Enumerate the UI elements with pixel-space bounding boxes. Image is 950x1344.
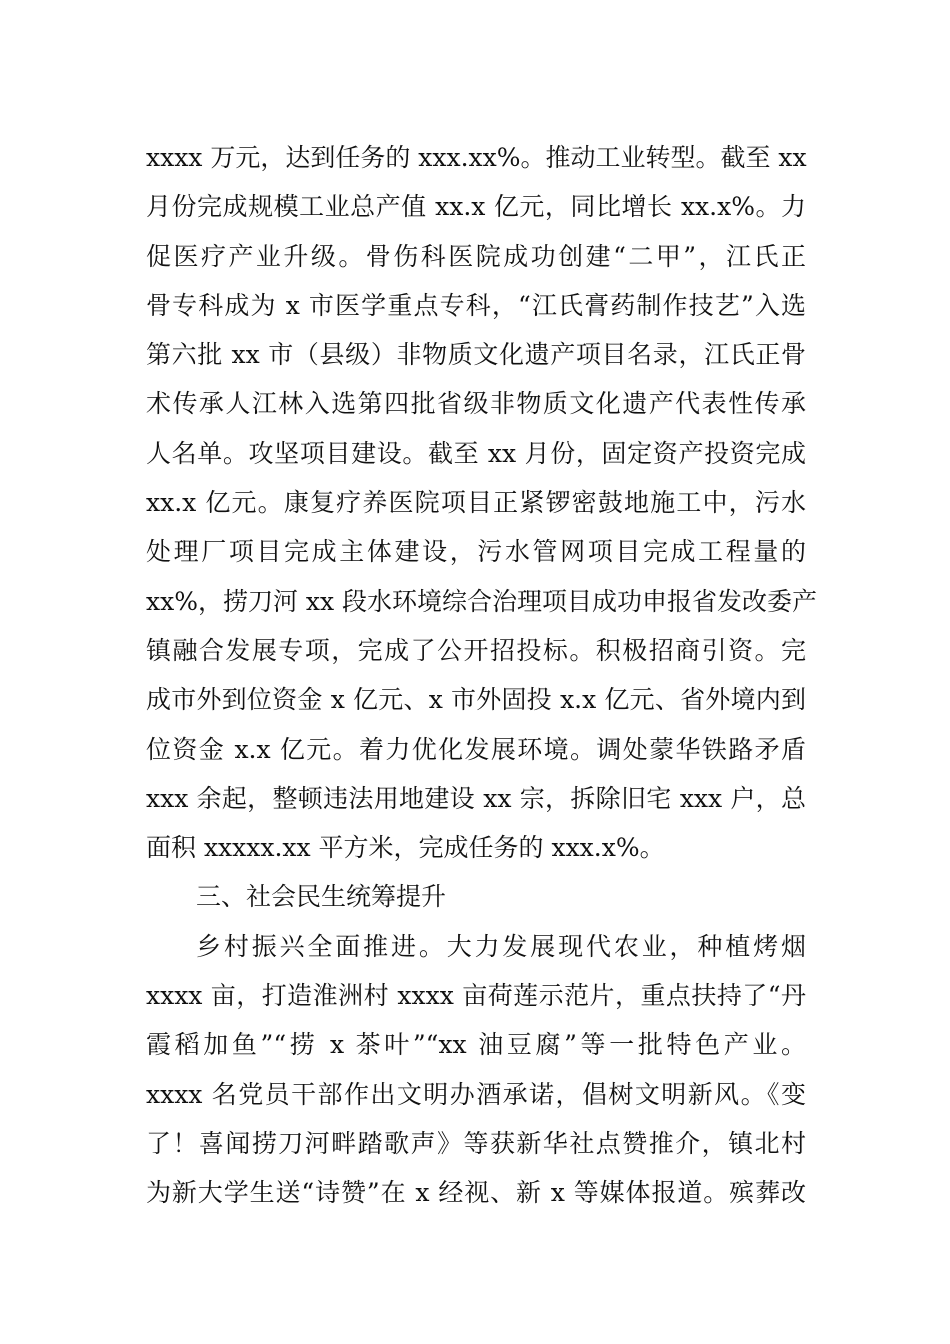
text-line: 第六批 xx 市（县级）非物质文化遗产项目名录，江氏正骨 bbox=[146, 340, 806, 370]
text-line: xxx 余起，整顿违法用地建设 xx 宗，拆除旧宅 xxx 户，总 bbox=[146, 783, 806, 813]
section-heading: 三、社会民生统筹提升 bbox=[196, 882, 447, 912]
text-line: 霞稻加鱼”“捞 x 茶叶”“xx 油豆腐”等一批特色产业。 bbox=[146, 1030, 806, 1060]
text-line: 面积 xxxxx.xx 平方米，完成任务的 xxx.x%。 bbox=[146, 833, 665, 863]
text-line: 了！喜闻捞刀河畔踏歌声》等获新华社点赞推介，镇北村 bbox=[146, 1128, 806, 1158]
text-line: 成市外到位资金 x 亿元、x 市外固投 x.x 亿元、省外境内到 bbox=[146, 685, 806, 715]
text-line: 镇融合发展专项，完成了公开招投标。积极招商引资。完 bbox=[146, 635, 806, 665]
text-line: xx.x 亿元。康复疗养医院项目正紧锣密鼓地施工中，污水 bbox=[146, 488, 806, 518]
paragraph-1 bbox=[146, 133, 818, 872]
text-line: 位资金 x.x 亿元。着力优化发展环境。调处蒙华铁路矛盾 bbox=[146, 734, 806, 764]
document-body bbox=[146, 133, 818, 1218]
text-line: 处理厂项目完成主体建设，污水管网项目完成工程量的 bbox=[146, 537, 806, 567]
text-line: 乡村振兴全面推进。大力发展现代农业，种植烤烟 bbox=[196, 931, 806, 961]
text-line: 促医疗产业升级。骨伤科医院成功创建“二甲”，江氏正 bbox=[146, 241, 806, 271]
text-line: 术传承人江林入选第四批省级非物质文化遗产代表性传承 bbox=[146, 389, 806, 419]
text-line: 为新大学生送“诗赞”在 x 经视、新 x 等媒体报道。殡葬改 bbox=[146, 1178, 806, 1208]
paragraph-2 bbox=[146, 922, 806, 1218]
text-line: 人名单。攻坚项目建设。截至 xx 月份，固定资产投资完成 bbox=[146, 438, 806, 468]
text-line: xxxx 万元，达到任务的 xxx.xx%。推动工业转型。截至 xx bbox=[146, 143, 807, 172]
text-line: 骨专科成为 x 市医学重点专科，“江氏膏药制作技艺”入选 bbox=[146, 290, 806, 320]
text-line: xx%，捞刀河 xx 段水环境综合治理项目成功申报省发改委产 bbox=[146, 586, 818, 616]
text-line: xxxx 名党员干部作出文明办酒承诺，倡树文明新风。《变 bbox=[146, 1079, 806, 1109]
text-line: 月份完成规模工业总产值 xx.x 亿元，同比增长 xx.x%。力 bbox=[146, 192, 806, 222]
text-line: xxxx 亩，打造淮洲村 xxxx 亩荷莲示范片，重点扶持了“丹 bbox=[146, 981, 806, 1011]
